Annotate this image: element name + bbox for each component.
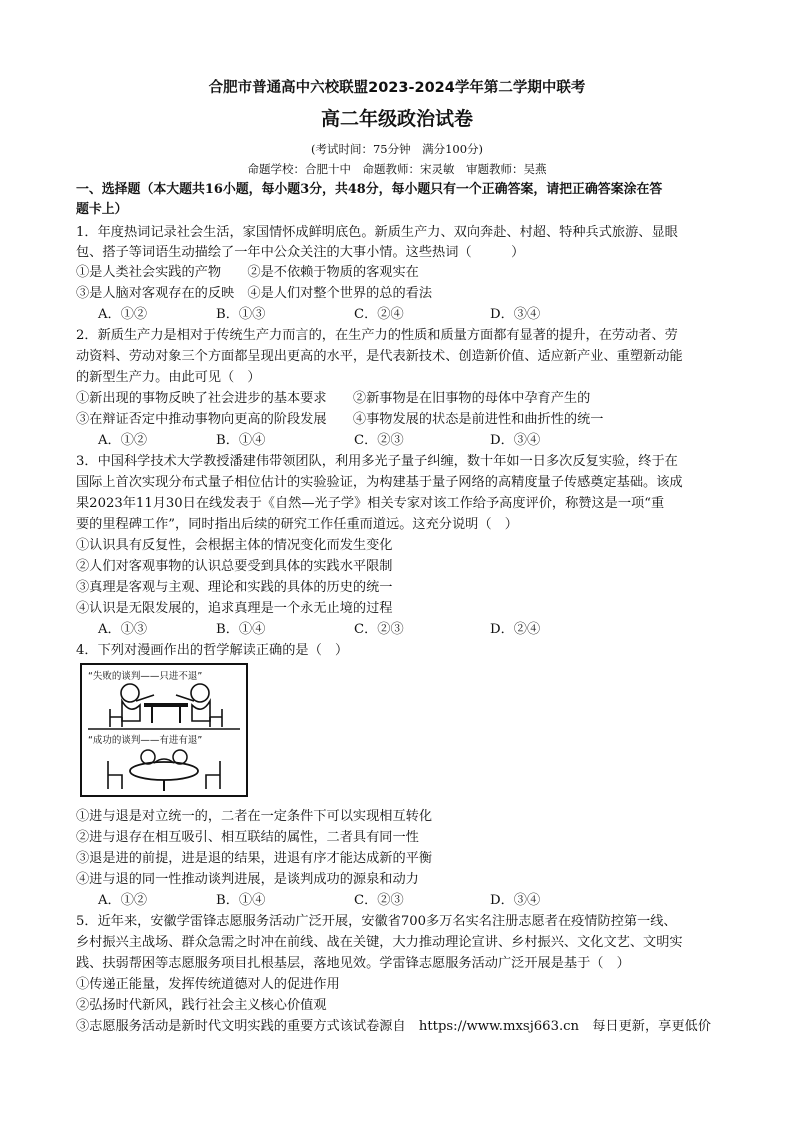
- cartoon-chair-right-bottom: [206, 761, 220, 789]
- option-c[interactable]: C．②③: [354, 433, 404, 448]
- question-1-options: [76, 305, 726, 325]
- option-c[interactable]: C．②④: [354, 307, 404, 322]
- cartoon-table-top: [144, 703, 188, 707]
- negotiation-cartoon: [80, 663, 248, 797]
- question-1-stem: 1．年度热词记录社会生活，家国情怀成鲜明底色。新质生产力、双向奔赴、村超、特种兵式旅游、显眼: [76, 225, 678, 240]
- question-2-stem: 2．新质生产力是相对于传统生产力而言的，在生产力的性质和质量方面都有显著的提升，在劳动者、劳: [76, 328, 678, 343]
- question-4-statement: ②进与退存在相互吸引、相互联结的属性，二者具有同一性: [76, 830, 419, 845]
- question-3-options: [76, 620, 726, 640]
- option-a[interactable]: A．①②: [98, 433, 148, 448]
- question-5-stem-cont: 乡村振兴主战场、群众急需之时冲在前线、战在关键，大力推动理论宣讲、乡村振兴、文化文艺、文明实: [76, 935, 683, 950]
- cartoon-chair-left-bottom: [108, 761, 122, 789]
- question-5-statement: ③志愿服务活动是新时代文明实践的重要方式该试卷源自 https://www.mxsj663.cn 每日更新，享更低价: [76, 1019, 711, 1034]
- section-heading: 一、选择题（本大题共16小题，每小题3分，共48分，每小题只有一个正确答案，请把正确答案涂在答: [76, 182, 663, 197]
- question-3-stem-cont: 要的里程碑工作”，同时指出后续的研究工作任重而道远。这充分说明（ ）: [76, 517, 518, 532]
- option-a[interactable]: A．①②: [98, 307, 148, 322]
- question-4-statement: ①进与退是对立统一的，二者在一定条件下可以实现相互转化: [76, 809, 433, 824]
- cartoon-figure-right: [191, 684, 209, 702]
- question-5-stem-cont: 践、扶弱帮困等志愿服务项目扎根基层，落地见效。学雷锋志愿服务活动广泛开展是基于（ ）: [76, 956, 630, 971]
- question-4-statement: ③退是进的前提，进是退的结果，进退有序才能达成新的平衡: [76, 851, 433, 866]
- question-2-statement: ①新出现的事物反映了社会进步的基本要求 ②新事物是在旧事物的母体中孕育产生的: [76, 391, 591, 406]
- cartoon-round-table: [130, 762, 198, 780]
- option-b[interactable]: B．①④: [216, 893, 266, 908]
- option-a[interactable]: A．①③: [98, 622, 148, 637]
- section-heading-cont: 题卡上）: [76, 202, 128, 217]
- question-4-statement: ④进与退的同一性推动谈判进展，是谈判成功的源泉和动力: [76, 872, 419, 887]
- cartoon-chair-left: [110, 709, 122, 727]
- option-b[interactable]: B．①④: [216, 622, 266, 637]
- question-5-statement: ①传递正能量，发挥传统道德对人的促进作用: [76, 977, 340, 992]
- question-3-stem: 3．中国科学技术大学教授潘建伟带领团队，利用多光子量子纠缠，数十年如一日多次反复实验，终于在: [76, 454, 678, 469]
- cartoon-caption-bottom: “成功的谈判——有进有退”: [88, 735, 203, 746]
- question-4-options: [76, 891, 726, 911]
- exam-info: (考试时间：75分钟 满分100分): [310, 142, 484, 156]
- question-2-statement: ③在辩证否定中推动事物向更高的阶段发展 ④事物发展的状态是前进性和曲折性的统一: [76, 412, 604, 427]
- option-b[interactable]: B．①③: [216, 307, 266, 322]
- question-5-statement: ②弘扬时代新风，践行社会主义核心价值观: [76, 998, 327, 1013]
- question-5-stem: 5．近年来，安徽学雷锋志愿服务活动广泛开展，安徽省700多万名实名注册志愿者在疫情防控第一线、: [76, 914, 677, 929]
- question-3-statement: ③真理是客观与主观、理论和实践的具体的历史的统一: [76, 580, 393, 595]
- question-2-stem-cont: 动资料、劳动对象三个方面都呈现出更高的水平，是代表新技术、创造新价值、适应新产业、重塑新动能: [76, 349, 683, 364]
- exam-subtitle: 高二年级政治试卷: [320, 108, 473, 130]
- question-1-statement: ③是人脑对客观存在的反映 ④是人们对整个世界的总的看法: [76, 286, 433, 301]
- exam-title: 合肥市普通高中六校联盟2023-2024学年第二学期中联考: [208, 80, 586, 96]
- question-3-statement: ②人们对客观事物的认识总要受到具体的实践水平限制: [76, 559, 393, 574]
- question-4-stem: 4．下列对漫画作出的哲学解读正确的是（ ）: [76, 643, 349, 658]
- question-3-statement: ①认识具有反复性，会根据主体的情况变化而发生变化: [76, 538, 393, 553]
- option-d[interactable]: D．③④: [490, 307, 541, 322]
- cartoon-figure-left: [121, 684, 139, 702]
- question-2-stem-cont: 的新型生产力。由此可见（ ）: [76, 370, 261, 385]
- question-3-stem-cont: 果2023年11月30日在线发表于《自然—光子学》相关专家对该工作给予高度评价，称赞这是一项“重: [76, 496, 665, 511]
- question-1-stem-cont: 包、搭子等词语生动描绘了一年中公众关注的大事小情。这些热词（ ）: [76, 245, 525, 260]
- question-3-stem-cont: 国际上首次实现分布式量子相位估计的实验验证，为构建基于量子网络的高精度量子传感奠定基础。该成: [76, 475, 683, 490]
- option-b[interactable]: B．①④: [216, 433, 266, 448]
- cartoon-illustration: [82, 665, 246, 795]
- option-d[interactable]: D．③④: [490, 893, 541, 908]
- cartoon-chair-right: [210, 709, 222, 727]
- option-c[interactable]: C．②③: [354, 893, 404, 908]
- question-1-statement: ①是人类社会实践的产物 ②是不依赖于物质的客观实在: [76, 265, 419, 280]
- question-2-options: [76, 431, 726, 451]
- option-d[interactable]: D．②④: [490, 622, 541, 637]
- cartoon-caption-top: “失败的谈判——只进不退”: [88, 671, 203, 682]
- exam-authors: 命题学校：合肥十中 命题教师：宋灵敏 审题教师：吴燕: [247, 162, 547, 176]
- option-a[interactable]: A．①②: [98, 893, 148, 908]
- option-c[interactable]: C．②③: [354, 622, 404, 637]
- question-3-statement: ④认识是无限发展的，追求真理是一个永无止境的过程: [76, 601, 393, 616]
- option-d[interactable]: D．③④: [490, 433, 541, 448]
